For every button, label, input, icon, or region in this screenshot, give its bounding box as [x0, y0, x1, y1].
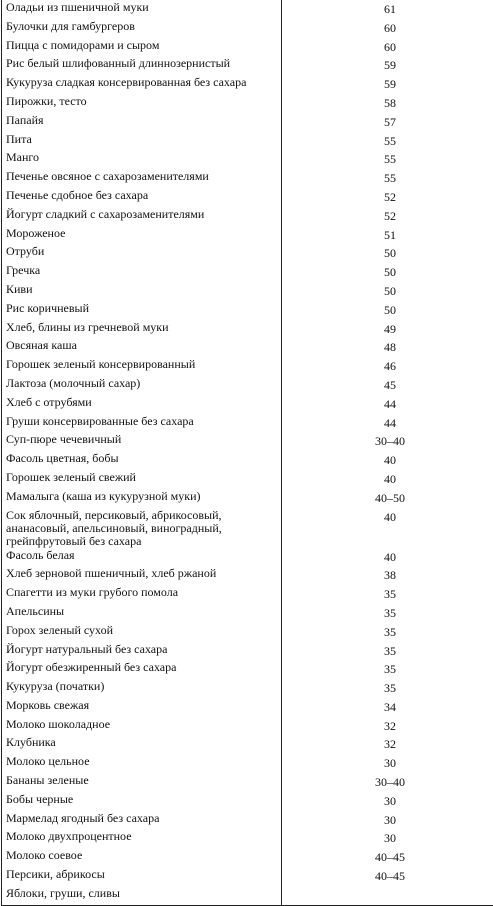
glycemic-index-cell: 30–40 [282, 773, 493, 792]
glycemic-index-cell: 60 [282, 38, 493, 57]
table-row [2, 623, 493, 642]
product-name-cell: Мороженое [2, 226, 282, 245]
glycemic-index-cell: 48 [282, 338, 493, 357]
product-name-cell: Горох зеленый сухой [2, 623, 282, 642]
table-row [2, 75, 493, 94]
glycemic-index-cell: 52 [282, 188, 493, 207]
product-name-cell: Горошек зеленый свежий [2, 470, 282, 489]
product-name-cell: Мармелад ягодный без сахара [2, 811, 282, 830]
product-name-cell: Овсяная каша [2, 338, 282, 357]
table-row [2, 357, 493, 376]
table-row [2, 244, 493, 263]
table-row [2, 698, 493, 717]
product-name-cell: Папайя [2, 113, 282, 132]
table-row [2, 660, 493, 679]
product-name-cell: Хлеб, блины из гречневой муки [2, 320, 282, 339]
table-row [2, 320, 493, 339]
table-row [2, 451, 493, 470]
table-row [2, 773, 493, 792]
glycemic-index-cell: 59 [282, 56, 493, 75]
product-name-cell: Хлеб с отрубями [2, 395, 282, 414]
glycemic-index-cell: 30 [282, 754, 493, 773]
product-name-cell: Кукуруза сладкая консервированная без сахара [2, 75, 282, 94]
table-row [2, 432, 493, 451]
product-name-cell: Отруби [2, 244, 282, 263]
product-name-cell: Молоко цельное [2, 754, 282, 773]
glycemic-index-cell: 40–45 [282, 848, 493, 867]
glycemic-index-cell: 35 [282, 660, 493, 679]
table-row [2, 886, 493, 905]
product-name-cell: Печенье овсяное с сахарозаменителями [2, 169, 282, 188]
glycemic-index-cell: 52 [282, 207, 493, 226]
glycemic-index-cell: 34 [282, 698, 493, 717]
table-body [2, 0, 493, 905]
glycemic-index-cell: 40–50 [282, 489, 493, 508]
glycemic-index-cell: 60 [282, 19, 493, 38]
table-row [2, 566, 493, 585]
product-name-cell: Морковь свежая [2, 698, 282, 717]
table-row [2, 94, 493, 113]
product-name-cell: Спагетти из муки грубого помола [2, 585, 282, 604]
glycemic-index-cell: 35 [282, 679, 493, 698]
product-name-cell: Сок яблочный, персиковый, абрикосовый, ананасовый, апельсиновый, виноградный, грейпфрутовый без сахара [2, 508, 282, 548]
product-name-cell: Молоко соевое [2, 848, 282, 867]
table-row [2, 188, 493, 207]
table-row [2, 717, 493, 736]
glycemic-index-cell: 45 [282, 376, 493, 395]
table-row [2, 282, 493, 301]
table-row [2, 508, 493, 548]
product-name-cell: Мамалыга (каша из кукурузной муки) [2, 489, 282, 508]
glycemic-index-cell: 44 [282, 414, 493, 433]
product-name-cell: Йогурт обезжиренный без сахара [2, 660, 282, 679]
table-row [2, 376, 493, 395]
glycemic-index-cell: 58 [282, 94, 493, 113]
glycemic-index-cell: 30–40 [282, 432, 493, 451]
table-row [2, 867, 493, 886]
product-name-cell: Фасоль белая [2, 548, 282, 567]
glycemic-index-cell: 61 [282, 0, 493, 19]
glycemic-index-cell: 35 [282, 623, 493, 642]
glycemic-index-cell: 57 [282, 113, 493, 132]
table-row [2, 811, 493, 830]
product-name-cell: Кукуруза (початки) [2, 679, 282, 698]
table-row [2, 848, 493, 867]
product-name-cell: Рис белый шлифованный длиннозернистый [2, 56, 282, 75]
table-row [2, 414, 493, 433]
table-row [2, 132, 493, 151]
table-row [2, 642, 493, 661]
glycemic-index-cell: 40 [282, 508, 493, 548]
glycemic-index-cell: 51 [282, 226, 493, 245]
glycemic-index-cell: 40–45 [282, 867, 493, 886]
product-name-cell: Хлеб зерновой пшеничный, хлеб ржаной [2, 566, 282, 585]
product-name-cell: Горошек зеленый консервированный [2, 357, 282, 376]
glycemic-index-cell: 30 [282, 829, 493, 848]
glycemic-index-cell: 50 [282, 301, 493, 320]
table-row [2, 735, 493, 754]
table-row [2, 754, 493, 773]
product-name-cell: Йогурт натуральный без сахара [2, 642, 282, 661]
glycemic-index-cell: 44 [282, 395, 493, 414]
product-name-cell: Груши консервированные без сахара [2, 414, 282, 433]
table-row [2, 585, 493, 604]
table-row [2, 338, 493, 357]
product-name-cell: Пицца с помидорами и сыром [2, 38, 282, 57]
table-row [2, 301, 493, 320]
table-row [2, 56, 493, 75]
product-name-cell: Йогурт сладкий с сахарозаменителями [2, 207, 282, 226]
product-name-cell: Суп-пюре чечевичный [2, 432, 282, 451]
glycemic-index-cell: 46 [282, 357, 493, 376]
product-name-cell: Пирожки, тесто [2, 94, 282, 113]
glycemic-index-cell: 35 [282, 642, 493, 661]
table-row [2, 207, 493, 226]
product-name-cell: Гречка [2, 263, 282, 282]
table-row [2, 226, 493, 245]
glycemic-index-cell: 50 [282, 244, 493, 263]
glycemic-index-cell: 32 [282, 735, 493, 754]
product-name-cell: Оладьи из пшеничной муки [2, 0, 282, 19]
product-name-cell: Яблоки, груши, сливы [2, 886, 282, 905]
table-row [2, 150, 493, 169]
product-name-cell: Апельсины [2, 604, 282, 623]
table-row [2, 548, 493, 567]
table-row [2, 169, 493, 188]
product-name-cell: Бобы черные [2, 792, 282, 811]
table-row [2, 395, 493, 414]
product-name-cell: Персики, абрикосы [2, 867, 282, 886]
table-row [2, 263, 493, 282]
glycemic-index-cell: 55 [282, 169, 493, 188]
glycemic-index-table [1, 0, 493, 906]
table-row [2, 113, 493, 132]
product-name-cell: Печенье сдобное без сахара [2, 188, 282, 207]
table-row [2, 604, 493, 623]
table-row [2, 792, 493, 811]
glycemic-index-cell: 49 [282, 320, 493, 339]
table-row [2, 489, 493, 508]
glycemic-index-cell: 40 [282, 548, 493, 567]
glycemic-index-cell: 55 [282, 132, 493, 151]
table-row [2, 679, 493, 698]
table-row [2, 0, 493, 19]
product-name-cell: Булочки для гамбургеров [2, 19, 282, 38]
table-row [2, 38, 493, 57]
glycemic-index-cell: 30 [282, 792, 493, 811]
glycemic-index-cell: 32 [282, 717, 493, 736]
product-name-cell: Молоко двухпроцентное [2, 829, 282, 848]
product-name-cell: Лактоза (молочный сахар) [2, 376, 282, 395]
glycemic-index-cell: 40 [282, 451, 493, 470]
product-name-cell: Клубника [2, 735, 282, 754]
glycemic-index-cell: 59 [282, 75, 493, 94]
product-name-cell: Рис коричневый [2, 301, 282, 320]
glycemic-index-cell: 35 [282, 604, 493, 623]
table-row [2, 19, 493, 38]
glycemic-index-cell [282, 886, 493, 905]
glycemic-index-cell: 40 [282, 470, 493, 489]
table-row [2, 470, 493, 489]
product-name-cell: Киви [2, 282, 282, 301]
glycemic-index-cell: 30 [282, 811, 493, 830]
product-name-cell: Молоко шоколадное [2, 717, 282, 736]
product-name-cell: Фасоль цветная, бобы [2, 451, 282, 470]
glycemic-index-cell: 35 [282, 585, 493, 604]
glycemic-index-cell: 50 [282, 263, 493, 282]
product-name-cell: Бананы зеленые [2, 773, 282, 792]
table-row [2, 829, 493, 848]
product-name-cell: Манго [2, 150, 282, 169]
glycemic-index-cell: 38 [282, 566, 493, 585]
product-name-cell: Пита [2, 132, 282, 151]
glycemic-index-cell: 55 [282, 150, 493, 169]
glycemic-index-cell: 50 [282, 282, 493, 301]
